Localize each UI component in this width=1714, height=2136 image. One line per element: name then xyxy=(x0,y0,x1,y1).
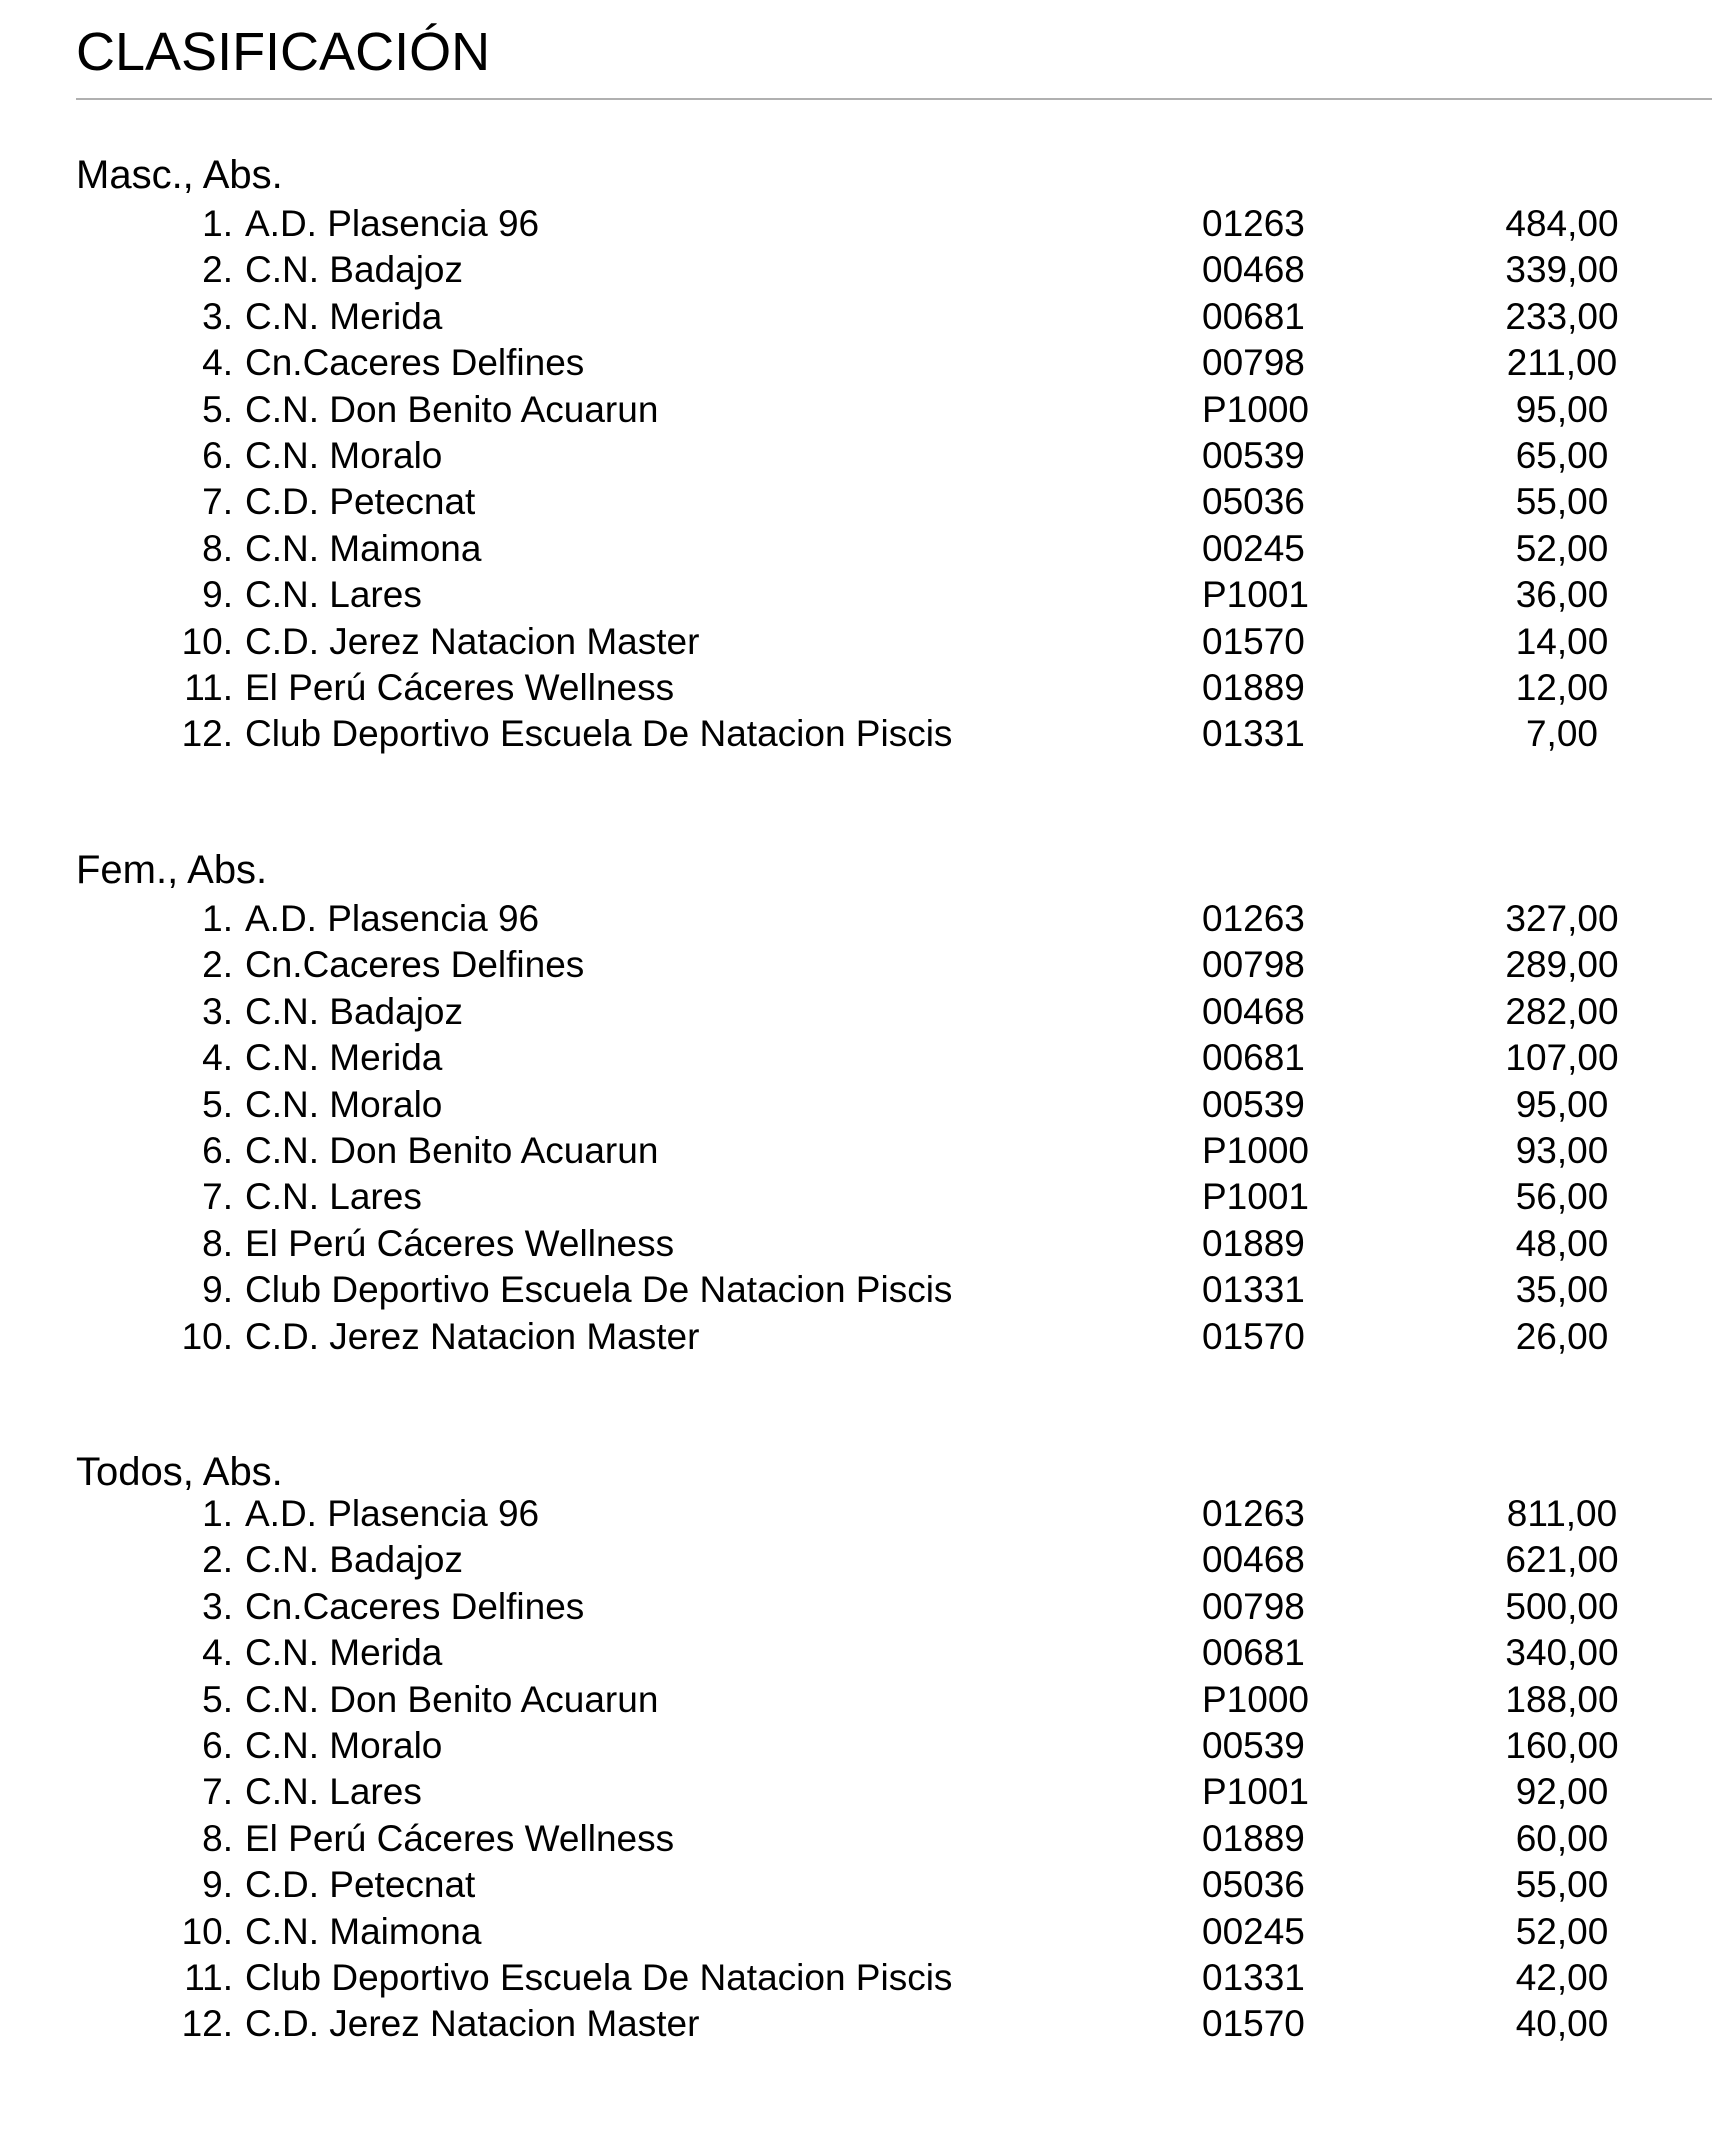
club-name: C.D. Petecnat xyxy=(245,1864,476,1906)
club-code: 00245 xyxy=(1202,527,1305,569)
club-name: C.N. Lares xyxy=(245,1771,422,1813)
club-code: 05036 xyxy=(1202,481,1305,523)
club-code: 05036 xyxy=(1202,1864,1305,1906)
club-code: P1001 xyxy=(1202,1771,1309,1813)
club-points: 48,00 xyxy=(1515,1222,1609,1264)
club-code: 00468 xyxy=(1202,990,1305,1032)
rank-number: 2. xyxy=(202,944,233,986)
club-name: Club Deportivo Escuela De Natacion Piscis xyxy=(245,1956,953,1998)
club-code: 00468 xyxy=(1202,249,1305,291)
ranking-row xyxy=(0,479,1714,525)
club-points: 92,00 xyxy=(1515,1771,1609,1813)
ranking-row xyxy=(0,294,1714,340)
club-points: 40,00 xyxy=(1515,2003,1609,2045)
club-code: 00798 xyxy=(1202,944,1305,986)
club-code: 01263 xyxy=(1202,898,1305,939)
club-code: 00539 xyxy=(1202,1083,1305,1125)
club-code: 01889 xyxy=(1202,666,1305,708)
ranking-row xyxy=(0,387,1714,433)
ranking-row xyxy=(0,1584,1714,1630)
rank-number: 7. xyxy=(202,1771,233,1813)
rank-number: 11. xyxy=(184,1956,233,1998)
club-points: 233,00 xyxy=(1505,295,1619,337)
club-code: 01263 xyxy=(1202,1493,1305,1534)
ranking-row xyxy=(0,989,1714,1035)
ranking-row xyxy=(0,1314,1714,1360)
ranking-row xyxy=(0,1174,1714,1220)
ranking-row xyxy=(0,1769,1714,1815)
club-code: P1000 xyxy=(1202,1129,1309,1171)
club-points: 282,00 xyxy=(1505,990,1619,1032)
club-points: 211,00 xyxy=(1506,342,1618,384)
section-heading-todos: Todos, Abs. xyxy=(76,1450,283,1494)
club-points: 340,00 xyxy=(1505,1632,1619,1674)
ranking-row xyxy=(0,201,1714,247)
club-points: 93,00 xyxy=(1515,1129,1609,1171)
ranking-row xyxy=(0,942,1714,988)
club-code: 01570 xyxy=(1202,620,1305,662)
ranking-row xyxy=(0,1537,1714,1583)
ranking-row xyxy=(0,1816,1714,1862)
club-name: C.N. Moralo xyxy=(245,1083,443,1125)
ranking-row xyxy=(0,1221,1714,1267)
club-points: 7,00 xyxy=(1525,713,1598,755)
ranking-row xyxy=(0,1082,1714,1128)
club-code: 01570 xyxy=(1202,2003,1305,2045)
rank-number: 8. xyxy=(202,1817,233,1859)
club-points: 12,00 xyxy=(1515,666,1609,708)
ranking-row xyxy=(0,1491,1714,1537)
club-name: C.N. Badajoz xyxy=(245,990,463,1032)
section-rows-fem xyxy=(0,896,1714,1360)
club-code: P1000 xyxy=(1202,388,1309,430)
club-code: 00681 xyxy=(1202,1037,1305,1079)
club-code: 00681 xyxy=(1202,295,1305,337)
club-name: C.N. Lares xyxy=(245,574,422,616)
club-points: 65,00 xyxy=(1515,434,1609,476)
ranking-row xyxy=(0,526,1714,572)
club-code: 00245 xyxy=(1202,1910,1305,1952)
club-points: 56,00 xyxy=(1515,1176,1609,1218)
club-code: 00798 xyxy=(1202,1585,1305,1627)
club-name: C.N. Merida xyxy=(245,295,443,337)
club-name: C.N. Don Benito Acuarun xyxy=(245,1129,659,1171)
club-name: El Perú Cáceres Wellness xyxy=(245,666,675,708)
club-code: 01331 xyxy=(1202,713,1305,755)
club-points: 60,00 xyxy=(1515,1817,1609,1859)
club-code: 00539 xyxy=(1202,434,1305,476)
rank-number: 3. xyxy=(202,295,233,337)
club-name: C.N. Don Benito Acuarun xyxy=(245,388,659,430)
club-code: 00539 xyxy=(1202,1724,1305,1766)
section-rows-todos xyxy=(0,1491,1714,2048)
ranking-row xyxy=(0,1128,1714,1174)
club-name: C.N. Moralo xyxy=(245,1724,443,1766)
club-points: 289,00 xyxy=(1505,944,1619,986)
club-code: 00681 xyxy=(1202,1632,1305,1674)
club-code: P1001 xyxy=(1202,574,1309,616)
ranking-row xyxy=(0,711,1714,757)
club-points: 188,00 xyxy=(1505,1678,1619,1720)
rank-number: 1. xyxy=(202,898,233,939)
page-title: CLASIFICACIÓN xyxy=(76,22,491,82)
rank-number: 7. xyxy=(202,481,233,523)
club-points: 107,00 xyxy=(1505,1037,1619,1079)
rank-number: 6. xyxy=(202,1129,233,1171)
club-points: 621,00 xyxy=(1505,1539,1619,1581)
club-name: C.D. Jerez Natacion Master xyxy=(245,2003,700,2045)
ranking-row xyxy=(0,572,1714,618)
ranking-row xyxy=(0,619,1714,665)
title-divider xyxy=(76,98,1712,100)
club-name: El Perú Cáceres Wellness xyxy=(245,1222,675,1264)
rank-number: 5. xyxy=(202,1083,233,1125)
club-name: C.N. Merida xyxy=(245,1632,443,1674)
rank-number: 9. xyxy=(202,1269,233,1311)
rank-number: 3. xyxy=(202,990,233,1032)
ranking-row xyxy=(0,1267,1714,1313)
club-points: 55,00 xyxy=(1515,1864,1609,1906)
rank-number: 10. xyxy=(181,1315,233,1357)
rank-number: 10. xyxy=(181,1910,233,1952)
ranking-row xyxy=(0,896,1714,942)
ranking-row xyxy=(0,1630,1714,1676)
rank-number: 12. xyxy=(181,2003,233,2045)
rank-number: 1. xyxy=(202,1493,233,1534)
club-code: 01889 xyxy=(1202,1222,1305,1264)
club-name: C.N. Don Benito Acuarun xyxy=(245,1678,659,1720)
club-name: C.D. Jerez Natacion Master xyxy=(245,620,700,662)
club-name: C.N. Badajoz xyxy=(245,249,463,291)
club-name: El Perú Cáceres Wellness xyxy=(245,1817,675,1859)
rank-number: 3. xyxy=(202,1585,233,1627)
ranking-row xyxy=(0,433,1714,479)
club-name: A.D. Plasencia 96 xyxy=(245,898,540,939)
club-name: C.D. Petecnat xyxy=(245,481,476,523)
rank-number: 9. xyxy=(202,574,233,616)
club-name: C.D. Jerez Natacion Master xyxy=(245,1315,700,1357)
rank-number: 4. xyxy=(202,1037,233,1079)
ranking-row xyxy=(0,2001,1714,2047)
club-name: Club Deportivo Escuela De Natacion Piscis xyxy=(245,1269,953,1311)
club-points: 52,00 xyxy=(1515,1910,1609,1952)
club-code: 01570 xyxy=(1202,1315,1305,1357)
club-name: C.N. Moralo xyxy=(245,434,443,476)
club-points: 484,00 xyxy=(1505,203,1619,244)
club-code: 01263 xyxy=(1202,203,1305,244)
club-code: 01889 xyxy=(1202,1817,1305,1859)
ranking-row xyxy=(0,1909,1714,1955)
rank-number: 11. xyxy=(184,666,233,708)
club-name: C.N. Merida xyxy=(245,1037,443,1079)
club-points: 327,00 xyxy=(1505,898,1619,939)
club-name: C.N. Badajoz xyxy=(245,1539,463,1581)
section-heading-fem: Fem., Abs. xyxy=(76,848,268,892)
club-points: 52,00 xyxy=(1515,527,1609,569)
club-points: 160,00 xyxy=(1505,1724,1619,1766)
rank-number: 5. xyxy=(202,1678,233,1720)
rank-number: 9. xyxy=(202,1864,233,1906)
club-name: Cn.Caceres Delfines xyxy=(245,1585,585,1627)
rank-number: 8. xyxy=(202,527,233,569)
ranking-row xyxy=(0,247,1714,293)
club-points: 14,00 xyxy=(1515,620,1609,662)
club-points: 35,00 xyxy=(1515,1269,1609,1311)
ranking-row xyxy=(0,1862,1714,1908)
club-points: 36,00 xyxy=(1515,574,1609,616)
rank-number: 2. xyxy=(202,1539,233,1581)
club-points: 42,00 xyxy=(1515,1956,1609,1998)
club-points: 95,00 xyxy=(1515,388,1609,430)
club-name: C.N. Maimona xyxy=(245,1910,482,1952)
rank-number: 10. xyxy=(181,620,233,662)
ranking-row xyxy=(0,665,1714,711)
club-points: 811,00 xyxy=(1506,1493,1618,1534)
club-code: 01331 xyxy=(1202,1956,1305,1998)
rank-number: 1. xyxy=(202,203,233,244)
rank-number: 4. xyxy=(202,1632,233,1674)
club-name: Cn.Caceres Delfines xyxy=(245,944,585,986)
ranking-row xyxy=(0,1955,1714,2001)
club-code: P1000 xyxy=(1202,1678,1309,1720)
ranking-row xyxy=(0,340,1714,386)
ranking-row xyxy=(0,1035,1714,1081)
club-name: A.D. Plasencia 96 xyxy=(245,203,540,244)
club-code: 00468 xyxy=(1202,1539,1305,1581)
club-name: Club Deportivo Escuela De Natacion Piscis xyxy=(245,713,953,755)
rank-number: 4. xyxy=(202,342,233,384)
club-code: 01331 xyxy=(1202,1269,1305,1311)
rank-number: 8. xyxy=(202,1222,233,1264)
club-name: C.N. Maimona xyxy=(245,527,482,569)
club-name: C.N. Lares xyxy=(245,1176,422,1218)
club-name: Cn.Caceres Delfines xyxy=(245,342,585,384)
rank-number: 6. xyxy=(202,434,233,476)
club-points: 26,00 xyxy=(1515,1315,1609,1357)
ranking-row xyxy=(0,1677,1714,1723)
club-code: P1001 xyxy=(1202,1176,1309,1218)
rank-number: 2. xyxy=(202,249,233,291)
ranking-row xyxy=(0,1723,1714,1769)
club-name: A.D. Plasencia 96 xyxy=(245,1493,540,1534)
rank-number: 12. xyxy=(181,713,233,755)
rank-number: 5. xyxy=(202,388,233,430)
club-points: 500,00 xyxy=(1505,1585,1619,1627)
rank-number: 7. xyxy=(202,1176,233,1218)
section-heading-masc: Masc., Abs. xyxy=(76,153,283,197)
club-points: 95,00 xyxy=(1515,1083,1609,1125)
club-code: 00798 xyxy=(1202,342,1305,384)
rank-number: 6. xyxy=(202,1724,233,1766)
section-rows-masc xyxy=(0,201,1714,758)
club-points: 55,00 xyxy=(1515,481,1609,523)
club-points: 339,00 xyxy=(1505,249,1619,291)
